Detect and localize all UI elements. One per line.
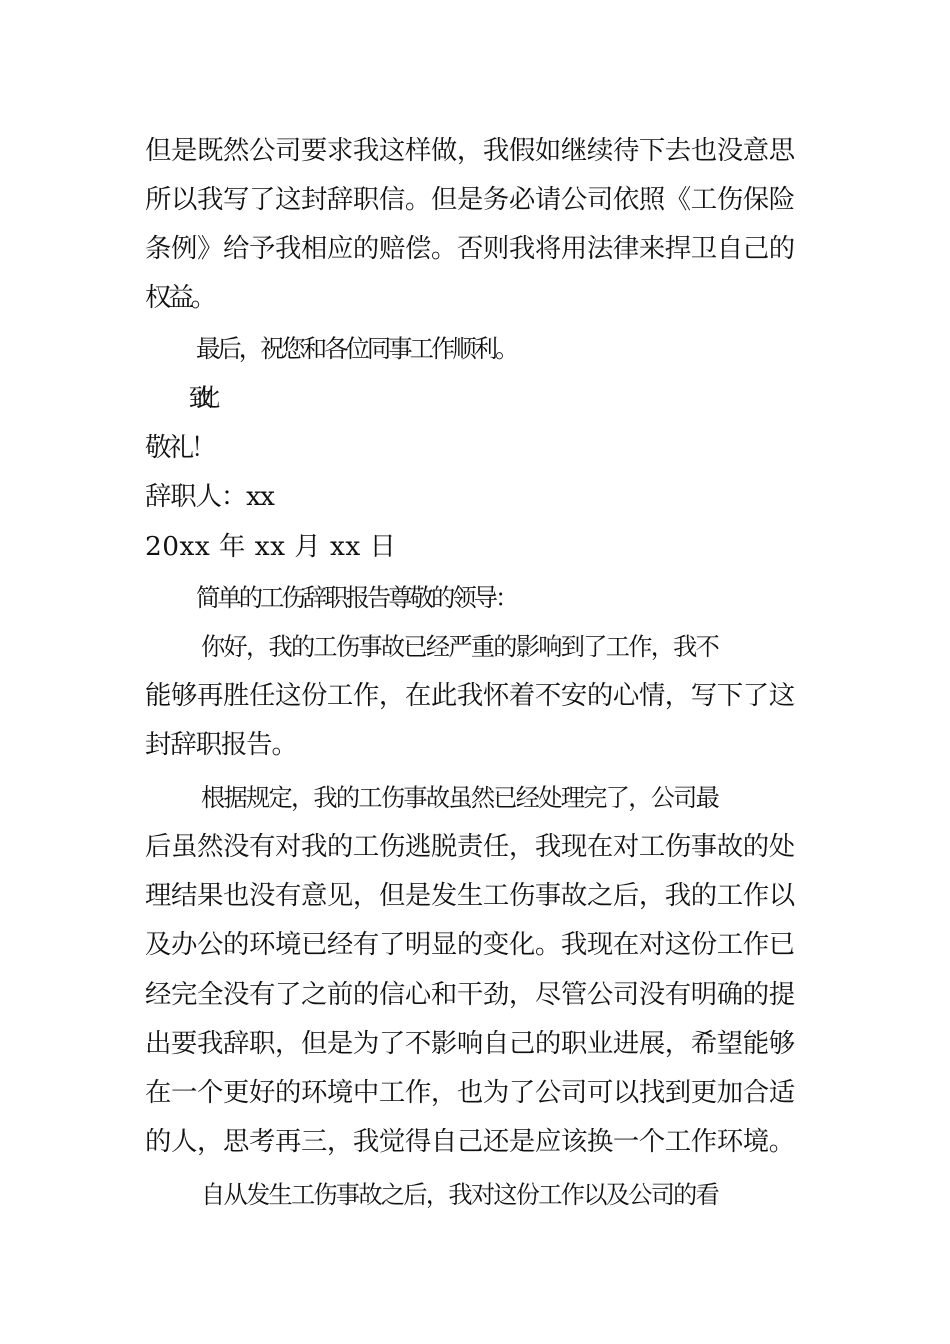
paragraph-line: 封辞职报告。 — [145, 729, 297, 760]
section-heading: 简单的工伤辞职报告尊敬的领导： — [196, 583, 517, 612]
paragraph-line: 条例》给予我相应的赔偿。否则我将用法律来捍卫自己的 — [145, 233, 795, 264]
paragraph-line: 但是既然公司要求我这样做，我假如继续待下去也没意思 — [145, 135, 795, 166]
salutation-line: 敬礼！ — [145, 432, 214, 463]
closing-line: 最后，祝您和各位同事工作顺利。 — [196, 334, 517, 363]
signature-line: 辞职人：xx — [145, 481, 274, 512]
paragraph-line: 你好，我的工伤事故已经严重的影响到了工作，我不 — [201, 633, 719, 661]
paragraph-line: 及办公的环境已经有了明显的变化。我现在对这份工作已 — [145, 929, 795, 960]
paragraph-line: 出要我辞职，但是为了不影响自己的职业进展，希望能够 — [145, 1028, 795, 1059]
paragraph-line: 理结果也没有意见，但是发生工伤事故之后，我的工作以 — [145, 880, 795, 911]
paragraph-line: 在一个更好的环境中工作，也为了公司可以找到更加合适 — [145, 1077, 795, 1108]
paragraph-line: 能够再胜任这份工作，在此我怀着不安的心情，写下了这 — [145, 680, 795, 711]
paragraph-line: 权益。 — [145, 282, 214, 313]
paragraph-line: 的人，思考再三，我觉得自己还是应该换一个工作环境。 — [145, 1126, 795, 1157]
paragraph-line: 所以我写了这封辞职信。但是务必请公司依照《工伤保险 — [145, 184, 795, 215]
salutation-line — [196, 380, 876, 416]
paragraph-line: 后虽然没有对我的工伤逃脱责任，我现在对工伤事故的处 — [145, 831, 795, 862]
date-line: 20xx 年 xx 月 xx 日 — [145, 531, 397, 562]
paragraph-line: 自从发生工伤事故之后，我对这份工作以及公司的看 — [201, 1181, 719, 1209]
paragraph-line: 根据规定，我的工伤事故虽然已经处理完了，公司最 — [201, 784, 719, 812]
paragraph-line: 经完全没有了之前的信心和干劲，尽管公司没有明确的提 — [145, 979, 795, 1010]
